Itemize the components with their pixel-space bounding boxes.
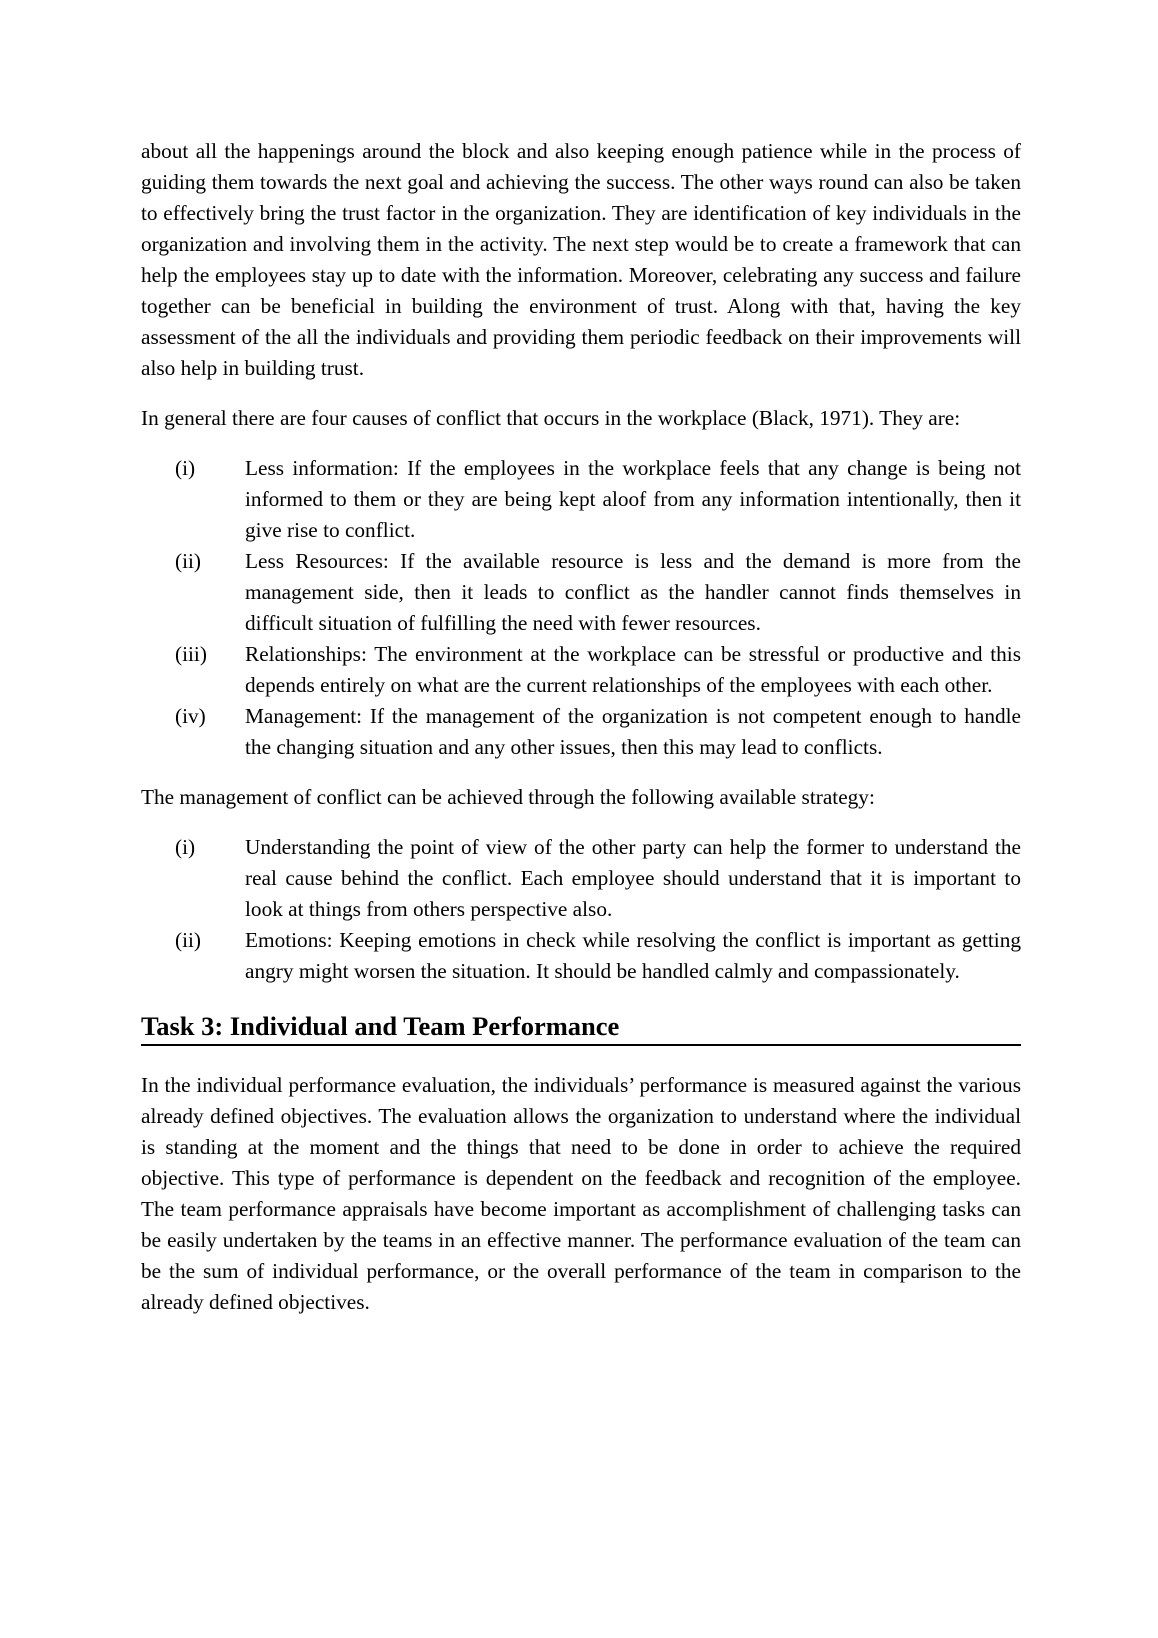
paragraph-conflict-management-intro: The management of conflict can be achieved through the following available strategy:: [141, 785, 875, 809]
list-item-number: (iv): [175, 704, 206, 728]
list-item-number: (ii): [175, 928, 202, 952]
list-item: [141, 925, 1021, 987]
list-item: [141, 701, 1021, 763]
paragraph-trust: about all the happenings around the block and also keeping enough patience while in the process of guiding them towards the next goal and achieving the success. The other ways round can also be taken to effectively bring the trust factor in the organization. They are identification of key individuals in the organization and involving them in the activity. The next step would be to create a framework that can help the employees stay up to date with the information. Moreover, celebrating any success and failure together can be beneficial in building the environment of trust. Along with that, having the key assessment of the all the individuals and providing them periodic feedback on their improvements will also help in building trust.: [141, 139, 1021, 380]
list-item-number: (i): [175, 835, 196, 859]
list-item-text: Relationships: The environment at the workplace can be stressful or productive and this depends entirely on what are the current relationships of the employees with each other.: [245, 642, 1021, 697]
list-item-number: (i): [175, 456, 196, 480]
conflict-strategies-list: [141, 832, 1021, 987]
list-item: [141, 832, 1021, 925]
list-item-number: (ii): [175, 549, 202, 573]
list-item-text: Less Resources: If the available resource is less and the demand is more from the management side, then it leads to conflict as the handler cannot finds themselves in difficult situation of fulfilling the need with fewer resources.: [245, 549, 1021, 635]
conflict-causes-list: [141, 453, 1021, 763]
document-page: [141, 136, 1021, 1337]
paragraph-conflict-causes-intro: In general there are four causes of conflict that occurs in the workplace (Black, 1971). They are:: [141, 406, 961, 430]
paragraph-performance: In the individual performance evaluation, the individuals’ performance is measured against the various already defined objectives. The evaluation allows the organization to understand where the individual is standing at the moment and the things that need to be done in order to achieve the required objective. This type of performance is dependent on the feedback and recognition of the employee. The team performance appraisals have become important as accomplishment of challenging tasks can be easily undertaken by the teams in an effective manner. The performance evaluation of the team can be the sum of individual performance, or the overall performance of the team in comparison to the already defined objectives.: [141, 1073, 1021, 1314]
list-item-text: Understanding the point of view of the other party can help the former to understand the real cause behind the conflict. Each employee should understand that it is important to look at things from others perspective also.: [245, 835, 1021, 921]
list-item: [141, 639, 1021, 701]
list-item-text: Management: If the management of the organization is not competent enough to handle the changing situation and any other issues, then this may lead to conflicts.: [245, 704, 1021, 759]
list-item-text: Less information: If the employees in the workplace feels that any change is being not informed to them or they are being kept aloof from any information intentionally, then it give rise to conflict.: [245, 456, 1021, 542]
list-item: [141, 546, 1021, 639]
list-item-text: Emotions: Keeping emotions in check while resolving the conflict is important as getting angry might worsen the situation. It should be handled calmly and compassionately.: [245, 928, 1021, 983]
list-item: [141, 453, 1021, 546]
list-item-number: (iii): [175, 642, 207, 666]
section-heading-task3: Task 3: Individual and Team Performance: [141, 1009, 1021, 1046]
